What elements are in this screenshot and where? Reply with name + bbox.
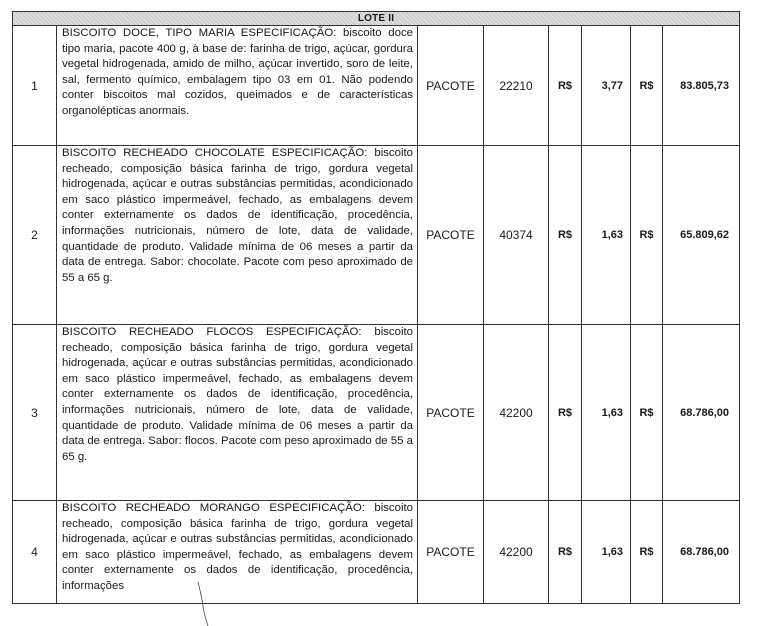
total-currency: R$ — [631, 146, 663, 325]
lote-table — [12, 11, 740, 604]
item-unit-price: 1,63 — [582, 146, 631, 325]
table-row — [13, 501, 740, 604]
unit-price-currency: R$ — [549, 325, 582, 501]
total-currency: R$ — [631, 501, 663, 604]
item-quantity: 42200 — [484, 501, 549, 604]
item-unit-price: 1,63 — [582, 501, 631, 604]
item-number: 3 — [13, 325, 57, 501]
item-unit: PACOTE — [418, 146, 484, 325]
item-quantity: 42200 — [484, 325, 549, 501]
lote-header: LOTE II — [13, 12, 740, 26]
item-quantity: 40374 — [484, 146, 549, 325]
item-quantity: 22210 — [484, 26, 549, 146]
table-row — [13, 26, 740, 146]
item-unit-price: 1,63 — [582, 325, 631, 501]
unit-price-currency: R$ — [549, 146, 582, 325]
item-number: 4 — [13, 501, 57, 604]
item-number: 1 — [13, 26, 57, 146]
item-total: 68.786,00 — [663, 325, 740, 501]
item-unit: PACOTE — [418, 325, 484, 501]
item-unit: PACOTE — [418, 26, 484, 146]
item-unit-price: 3,77 — [582, 26, 631, 146]
lote-header-row — [13, 12, 740, 26]
pen-stroke-mark — [196, 582, 210, 626]
table-row — [13, 325, 740, 501]
item-unit: PACOTE — [418, 501, 484, 604]
bid-items-sheet — [12, 11, 739, 604]
item-description: BISCOITO DOCE, TIPO MARIA ESPECIFICAÇÃO: biscoito doce tipo maria, pacote 400 g, à base de: farinha de trigo, açúcar, gordura vegetal hidrogenada, amido de milho, açúcar invertido, soro de leite, sal, fermento químico, embalagem tipo 03 em 01. Não podendo conter biscoitos mal cozidos, queimados e de características organolépticas anormais. — [57, 26, 418, 146]
unit-price-currency: R$ — [549, 26, 582, 146]
item-description: BISCOITO RECHEADO CHOCOLATE ESPECIFICAÇÃO: biscoito recheado, composição básica farinha de trigo, gordura vegetal hidrogenada, açúcar e outras substâncias permitidas, acondicionado em saco plástico impermeável, fechado, as embalagens devem conter externamente os dados de identificação, procedência, informações nutricionais, número de lote, data de validade, quantidade de produto. Validade mínima de 06 meses a partir da data de entrega. Sabor: chocolate. Pacote com peso aproximado de 55 a 65 g. — [57, 146, 418, 325]
table-row — [13, 146, 740, 325]
total-currency: R$ — [631, 26, 663, 146]
unit-price-currency: R$ — [549, 501, 582, 604]
item-total: 65.809,62 — [663, 146, 740, 325]
item-description: BISCOITO RECHEADO MORANGO ESPECIFICAÇÃO: biscoito recheado, composição básica farinha de trigo, gordura vegetal hidrogenada, açúcar e outras substâncias permitidas, acondicionado em saco plástico impermeável, fechado, as embalagens devem conter externamente os dados de identificação, procedência, informações — [57, 501, 418, 604]
total-currency: R$ — [631, 325, 663, 501]
item-description: BISCOITO RECHEADO FLOCOS ESPECIFICAÇÃO: biscoito recheado, composição básica farinha de trigo, gordura vegetal hidrogenada, açúcar e outras substâncias permitidas, acondicionado em saco plástico impermeável, fechado, as embalagens devem conter externamente os dados de identificação, procedência, informações nutricionais, número de lote, data de validade, quantidade de produto. Validade mínima de 06 meses a partir da data de entrega. Sabor: flocos. Pacote com peso aproximado de 55 a 65 g. — [57, 325, 418, 501]
item-number: 2 — [13, 146, 57, 325]
item-total: 83.805,73 — [663, 26, 740, 146]
item-total: 68.786,00 — [663, 501, 740, 604]
